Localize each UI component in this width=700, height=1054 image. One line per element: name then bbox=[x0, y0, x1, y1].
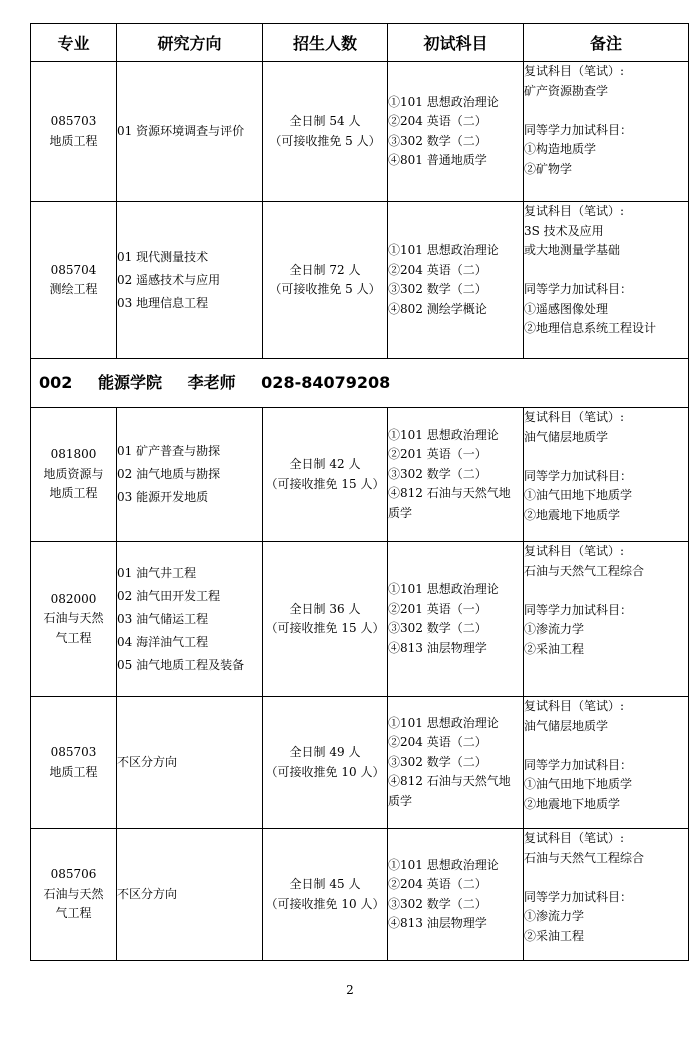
header-row bbox=[31, 24, 689, 62]
extra-exam-line: ②地震地下地质学 bbox=[524, 796, 621, 811]
major-code: 082000 bbox=[50, 591, 97, 606]
exam-subject: 质学 bbox=[388, 793, 413, 808]
quota-line: （可接收推免 10 人） bbox=[265, 764, 385, 779]
exam-subject: ①101 思想政治理论 bbox=[388, 582, 499, 596]
quota-cell bbox=[263, 829, 388, 961]
quota-line: （可接收推免 10 人） bbox=[265, 896, 385, 911]
direction-item: 不区分方向 bbox=[117, 887, 178, 901]
extra-exam-line: ①遥感图像处理 bbox=[524, 301, 609, 316]
extra-exam-line: ①渗流力学 bbox=[524, 909, 585, 923]
quota-cell bbox=[263, 202, 388, 359]
direction-item: 01 资源环境调查与评价 bbox=[117, 124, 245, 138]
extra-exam-line: ②地震地下地质学 bbox=[524, 507, 621, 522]
direction-item: 03 油气储运工程 bbox=[117, 611, 209, 626]
major-name: 气工程 bbox=[55, 630, 92, 645]
extra-exam-line: ②采油工程 bbox=[524, 641, 585, 656]
major-cell bbox=[31, 62, 117, 202]
notes-cell bbox=[524, 408, 689, 542]
notes-cell bbox=[524, 62, 689, 202]
retest-line: 石油与天然气工程综合 bbox=[524, 563, 645, 578]
table-row bbox=[31, 697, 689, 829]
notes-cell bbox=[524, 829, 689, 961]
retest-line: 复试科目（笔试）: bbox=[524, 699, 625, 713]
extra-exam-line: ②采油工程 bbox=[524, 928, 585, 943]
direction-cell bbox=[117, 202, 263, 359]
major-name: 地质工程 bbox=[49, 764, 98, 779]
exam-subject: ②204 英语（二） bbox=[388, 735, 487, 750]
quota-line: （可接收推免 5 人） bbox=[269, 133, 381, 148]
exam-subject: ③302 数学（二） bbox=[388, 754, 487, 769]
extra-exam-line: 同等学力加试科目： bbox=[524, 122, 633, 137]
major-name: 地质工程 bbox=[49, 486, 98, 501]
exam-cell bbox=[388, 62, 524, 202]
direction-item: 02 油气田开发工程 bbox=[117, 588, 221, 603]
retest-line: 石油与天然气工程综合 bbox=[524, 850, 645, 865]
page-number: 2 bbox=[346, 983, 354, 997]
exam-cell bbox=[388, 202, 524, 359]
exam-subject: ④801 普通地质学 bbox=[388, 153, 487, 167]
exam-subject: ①101 思想政治理论 bbox=[388, 243, 499, 257]
quota-cell bbox=[263, 542, 388, 697]
extra-exam-line: 同等学力加试科目： bbox=[524, 889, 633, 904]
table-row bbox=[31, 829, 689, 961]
extra-exam-line: 同等学力加试科目： bbox=[524, 602, 633, 617]
exam-subject: ④802 测绘学概论 bbox=[388, 301, 487, 316]
major-name: 石油与天然 bbox=[43, 886, 104, 901]
notes-cell bbox=[524, 542, 689, 697]
quota-cell bbox=[263, 408, 388, 542]
major-name: 地质工程 bbox=[49, 133, 98, 148]
major-code: 085706 bbox=[50, 867, 97, 882]
notes-cell bbox=[524, 202, 689, 359]
direction-item: 02 油气地质与勘探 bbox=[117, 467, 221, 481]
exam-subject: ③302 数学（二） bbox=[388, 133, 487, 148]
quota-cell bbox=[263, 697, 388, 829]
quota-line: 全日制 45 人 bbox=[289, 877, 361, 891]
notes-gap bbox=[524, 447, 688, 467]
extra-exam-line: ①油气田地下地质学 bbox=[524, 488, 633, 502]
notes-cell bbox=[524, 697, 689, 829]
quota-line: 全日制 36 人 bbox=[289, 601, 361, 616]
major-name: 气工程 bbox=[55, 906, 92, 921]
header-exam: 初试科目 bbox=[388, 24, 524, 62]
quota-line: （可接收推免 5 人） bbox=[269, 282, 381, 296]
exam-cell bbox=[388, 408, 524, 542]
section-row bbox=[31, 359, 689, 408]
major-code: 085703 bbox=[50, 745, 97, 759]
section-college: 能源学院 bbox=[97, 373, 162, 393]
major-cell bbox=[31, 408, 117, 542]
exam-subject: ②204 英语（二） bbox=[388, 262, 487, 277]
direction-item: 01 现代测量技术 bbox=[117, 249, 209, 264]
exam-subject: ①101 思想政治理论 bbox=[388, 427, 499, 442]
extra-exam-line: ②矿物学 bbox=[524, 161, 573, 176]
exam-subject: ③302 数学（二） bbox=[388, 896, 487, 911]
section-contact: 李老师 bbox=[187, 373, 236, 393]
major-code: 085703 bbox=[50, 114, 97, 128]
table-row bbox=[31, 202, 689, 359]
table-row bbox=[31, 408, 689, 542]
exam-subject: ④813 油层物理学 bbox=[388, 916, 487, 930]
notes-gap bbox=[524, 736, 688, 756]
retest-line: 复试科目（笔试）: bbox=[524, 544, 625, 558]
exam-subject: ①101 思想政治理论 bbox=[388, 715, 499, 730]
exam-subject: ②201 英语（一） bbox=[388, 601, 487, 616]
major-name: 石油与天然 bbox=[43, 611, 104, 626]
exam-subject: ③302 数学（二） bbox=[388, 466, 487, 481]
direction-cell bbox=[117, 829, 263, 961]
retest-line: 复试科目（笔试）: bbox=[524, 410, 625, 424]
quota-line: 全日制 54 人 bbox=[289, 114, 361, 128]
exam-subject: ②204 英语（二） bbox=[388, 877, 487, 891]
exam-subject: ④812 石油与天然气地 bbox=[388, 486, 511, 501]
direction-item: 01 矿产普查与勘探 bbox=[117, 444, 221, 458]
extra-exam-line: ①渗流力学 bbox=[524, 622, 585, 636]
notes-gap bbox=[524, 868, 688, 888]
header-notes: 备注 bbox=[524, 24, 689, 62]
extra-exam-line: 同等学力加试科目： bbox=[524, 468, 633, 483]
direction-cell bbox=[117, 697, 263, 829]
exam-subject: ③302 数学（二） bbox=[388, 282, 487, 296]
direction-item: 04 海洋油气工程 bbox=[117, 634, 209, 649]
direction-cell bbox=[117, 62, 263, 202]
table-row bbox=[31, 62, 689, 202]
direction-item: 05 油气地质工程及装备 bbox=[117, 657, 245, 672]
direction-item: 不区分方向 bbox=[117, 755, 178, 769]
quota-line: 全日制 72 人 bbox=[289, 262, 361, 277]
extra-exam-line: 同等学力加试科目： bbox=[524, 757, 633, 772]
retest-line: 矿产资源勘查学 bbox=[524, 83, 609, 98]
notes-gap bbox=[524, 101, 688, 121]
header-major: 专业 bbox=[31, 24, 117, 62]
major-name: 地质资源与 bbox=[43, 466, 104, 481]
exam-subject: ②204 英语（二） bbox=[388, 114, 487, 128]
direction-item: 02 遥感技术与应用 bbox=[117, 272, 221, 287]
quota-line: （可接收推免 15 人） bbox=[265, 621, 385, 635]
section-header bbox=[31, 359, 689, 408]
exam-subject: ①101 思想政治理论 bbox=[388, 857, 499, 872]
notes-gap bbox=[524, 261, 688, 281]
retest-line: 3S 技术及应用 bbox=[524, 223, 604, 238]
exam-subject: 质学 bbox=[388, 505, 413, 520]
direction-item: 01 油气井工程 bbox=[117, 565, 197, 580]
quota-line: 全日制 49 人 bbox=[289, 745, 361, 759]
exam-cell bbox=[388, 829, 524, 961]
direction-item: 03 地理信息工程 bbox=[117, 295, 209, 310]
major-cell bbox=[31, 697, 117, 829]
direction-cell bbox=[117, 408, 263, 542]
major-code: 081800 bbox=[50, 447, 97, 462]
extra-exam-line: ①构造地质学 bbox=[524, 142, 597, 156]
exam-subject: ④813 油层物理学 bbox=[388, 640, 487, 655]
extra-exam-line: ①油气田地下地质学 bbox=[524, 777, 633, 791]
retest-line: 复试科目（笔试）: bbox=[524, 64, 625, 78]
admissions-table bbox=[30, 23, 689, 961]
section-number: 002 bbox=[39, 373, 73, 393]
retest-line: 或大地测量学基础 bbox=[524, 243, 621, 257]
major-cell bbox=[31, 542, 117, 697]
exam-subject: ③302 数学（二） bbox=[388, 621, 487, 635]
table-row bbox=[31, 542, 689, 697]
extra-exam-line: ②地理信息系统工程设计 bbox=[524, 321, 657, 335]
section-phone: 028-84079208 bbox=[261, 373, 391, 393]
notes-gap bbox=[524, 581, 688, 601]
exam-cell bbox=[388, 697, 524, 829]
direction-cell bbox=[117, 542, 263, 697]
exam-subject: ①101 思想政治理论 bbox=[388, 94, 499, 109]
quota-cell bbox=[263, 62, 388, 202]
exam-subject: ④812 石油与天然气地 bbox=[388, 774, 511, 789]
header-direction: 研究方向 bbox=[117, 24, 263, 62]
quota-line: 全日制 42 人 bbox=[289, 457, 361, 471]
major-cell bbox=[31, 202, 117, 359]
exam-cell bbox=[388, 542, 524, 697]
major-name: 测绘工程 bbox=[49, 282, 98, 296]
exam-subject: ②201 英语（一） bbox=[388, 447, 487, 462]
major-cell bbox=[31, 829, 117, 961]
retest-line: 复试科目（笔试）: bbox=[524, 204, 625, 218]
retest-line: 复试科目（笔试）: bbox=[524, 831, 625, 845]
quota-line: （可接收推免 15 人） bbox=[265, 476, 385, 491]
extra-exam-line: 同等学力加试科目： bbox=[524, 282, 633, 296]
retest-line: 油气储层地质学 bbox=[524, 429, 609, 444]
major-code: 085704 bbox=[50, 262, 97, 277]
retest-line: 油气储层地质学 bbox=[524, 718, 609, 733]
header-quota: 招生人数 bbox=[263, 24, 388, 62]
direction-item: 03 能源开发地质 bbox=[117, 490, 209, 504]
